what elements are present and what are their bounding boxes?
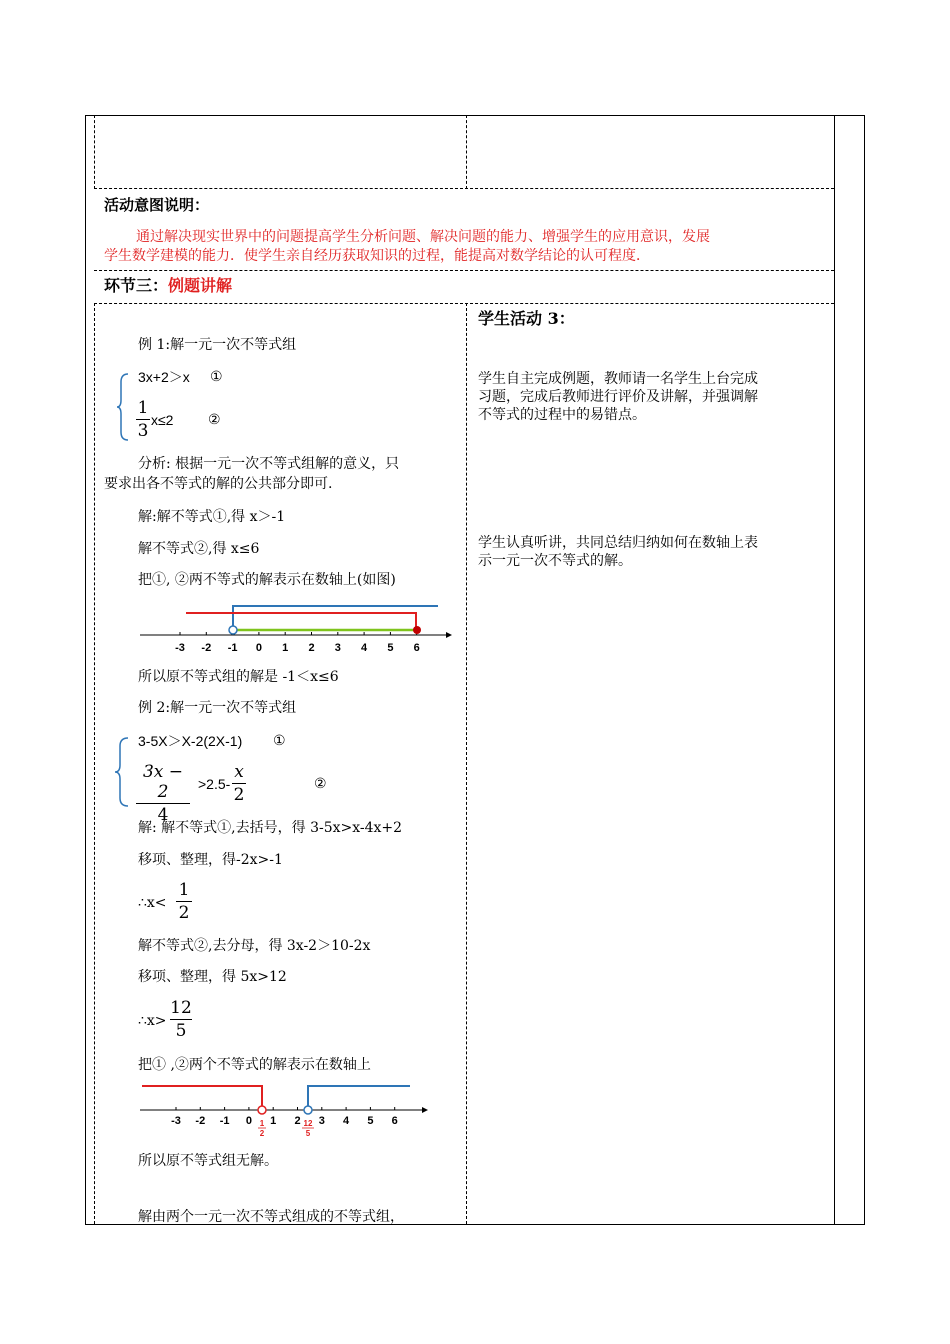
ex1-closed-point [413,626,421,634]
right-p2-line-2: 示一元一次不等式的解。 [478,553,632,569]
intent-line-1: 通过解决现实世界中的问题提高学生分析问题、解决问题的能力、增强学生的应用意识，发展 [136,229,710,245]
ex2-lhs-num: 3x − 2 [142,762,184,802]
ex1-solution-2: 解不等式②,得 x≤6 [138,541,260,557]
ex1-tick-label-5: 2 [308,642,315,654]
ex2-label-b-num: 12 [303,1119,313,1128]
ex1-open-point [229,626,237,634]
ex1-tick-label-4: 1 [282,642,289,654]
student-activity-heading: 学生活动 3： [478,309,575,328]
ex1-tick-label-1: -2 [201,642,212,654]
ex2-sol6-den: 5 [175,1021,187,1041]
ex2-lhs-den: 4 [157,805,169,825]
section-title: 例题讲解 [168,276,233,295]
ex1-number-line [138,598,458,660]
ex2-mark1: ① [273,733,286,749]
ex2-mid: >2.5- [198,776,231,792]
ex2-label-b-den: 5 [305,1129,311,1138]
ex2-label-a-den: 2 [259,1129,265,1138]
intent-line-2: 学生数学建模的能力．使学生亲自经历获取知识的过程，能提高对数学结论的认可程度． [104,248,650,264]
ex1-solution-3: 把①, ②两不等式的解表示在数轴上(如图) [138,572,396,588]
ex2-sol3-num: 1 [178,880,190,900]
right-p1-line-1: 学生自主完成例题，教师请一名学生上台完成 [478,371,758,387]
ex1-tick-label-9: 6 [413,642,420,654]
ex2-tick-label-0: -3 [171,1115,181,1127]
ex1-tick-label-3: 0 [255,642,262,654]
ex2-tick-label-6: 3 [318,1115,325,1127]
ex2-tick-label-4: 1 [270,1115,277,1127]
ex1-title: 例 1:解一元一次不等式组 [138,337,297,353]
ex1-ineq2: x≤2 [151,412,174,428]
section-header [104,276,232,296]
ex1-analysis-1: 分析: 根据一元一次不等式组解的意义，只 [138,456,400,472]
ex1-analysis-2: 要求出各不等式的解的公共部分即可. [104,476,333,492]
ex2-rhs-fraction [232,762,246,805]
ex2-tick-label-8: 5 [367,1115,374,1127]
ex1-tick-label-8: 5 [387,642,394,654]
ex2-brace [114,736,130,808]
ex2-solution-5: 移项、整理，得 5x>12 [138,969,287,985]
ex1-brace [116,372,130,442]
ex2-solution-ray-2 [308,1086,410,1106]
ex2-tick-label-7: 4 [343,1115,350,1127]
ex1-mark1: ① [210,369,223,385]
section-label: 环节三： [104,276,169,295]
ex2-open-point-1 [258,1106,266,1114]
ex2-solution-1: 解: 解不等式①,去括号，得 3-5x>x-4x+2 [138,820,403,836]
ex1-frac-den: 3 [137,421,149,441]
ex2-number-line [138,1082,438,1140]
ex2-tick-label-2: -1 [219,1115,230,1127]
ex2-rhs-den: 2 [233,785,245,805]
ex1-solution-ray-2 [186,613,416,630]
ex1-tick-label-7: 4 [361,642,368,654]
ex1-solution-ray-1 [233,606,438,630]
ex1-tick-label-2: -1 [227,642,238,654]
ex2-ineq1: 3-5X＞X-2(2X-1) [138,733,243,749]
ex2-answer: 所以原不等式组无解。 [138,1153,278,1169]
ex1-tick-label-6: 3 [334,642,341,654]
ex2-solution-3-fraction [176,880,192,923]
intent-title: 活动意图说明： [104,196,210,214]
ex1-ineq1: 3x+2＞x [138,369,190,385]
ex2-mark2: ② [314,776,327,792]
ex2-title: 例 2:解一元一次不等式组 [138,700,297,716]
ex2-solution-ray-1 [142,1086,262,1106]
right-p2-line-1: 学生认真听讲，共同总结归纳如何在数轴上表 [478,535,758,551]
ex2-solution-2: 移项、整理，得-2x>-1 [138,852,283,868]
ex2-solution-3-prefix: ∴x< [138,895,167,911]
ex1-mark2: ② [208,412,221,428]
ex2-label-a-num: 1 [259,1119,265,1128]
ex2-solution-6-prefix: ∴x> [138,1013,167,1029]
right-p1-line-2: 习题，完成后教师进行评价及讲解，并强调解 [478,389,758,405]
right-p1-line-3: 不等式的过程中的易错点。 [478,407,646,423]
ex2-solution-7: 把① ,②两个不等式的解表示在数轴上 [138,1057,371,1073]
ex1-fraction [136,398,150,441]
ex2-solution-6-fraction [170,998,192,1041]
ex2-last-line: 解由两个一元一次不等式组成的不等式组， [138,1209,404,1225]
ex2-rhs-num: x [234,762,244,782]
ex2-tick-label-5: 2 [294,1115,301,1127]
ex2-open-point-2 [304,1106,312,1114]
ex2-tick-label-1: -2 [195,1115,206,1127]
ex1-tick-label-0: -3 [175,642,185,654]
ex1-answer: 所以原不等式组的解是 -1＜x≤6 [138,669,339,685]
ex2-sol3-den: 2 [178,903,190,923]
ex2-tick-label-3: 0 [245,1115,252,1127]
ex1-frac-num: 1 [137,398,149,418]
ex2-tick-label-9: 6 [391,1115,398,1127]
ex2-sol6-num: 12 [170,998,192,1018]
ex2-lhs-fraction [136,762,190,825]
ex2-solution-4: 解不等式②,去分母，得 3x-2＞10-2x [138,938,371,954]
ex1-solution-1: 解:解不等式①,得 x＞-1 [138,509,286,525]
